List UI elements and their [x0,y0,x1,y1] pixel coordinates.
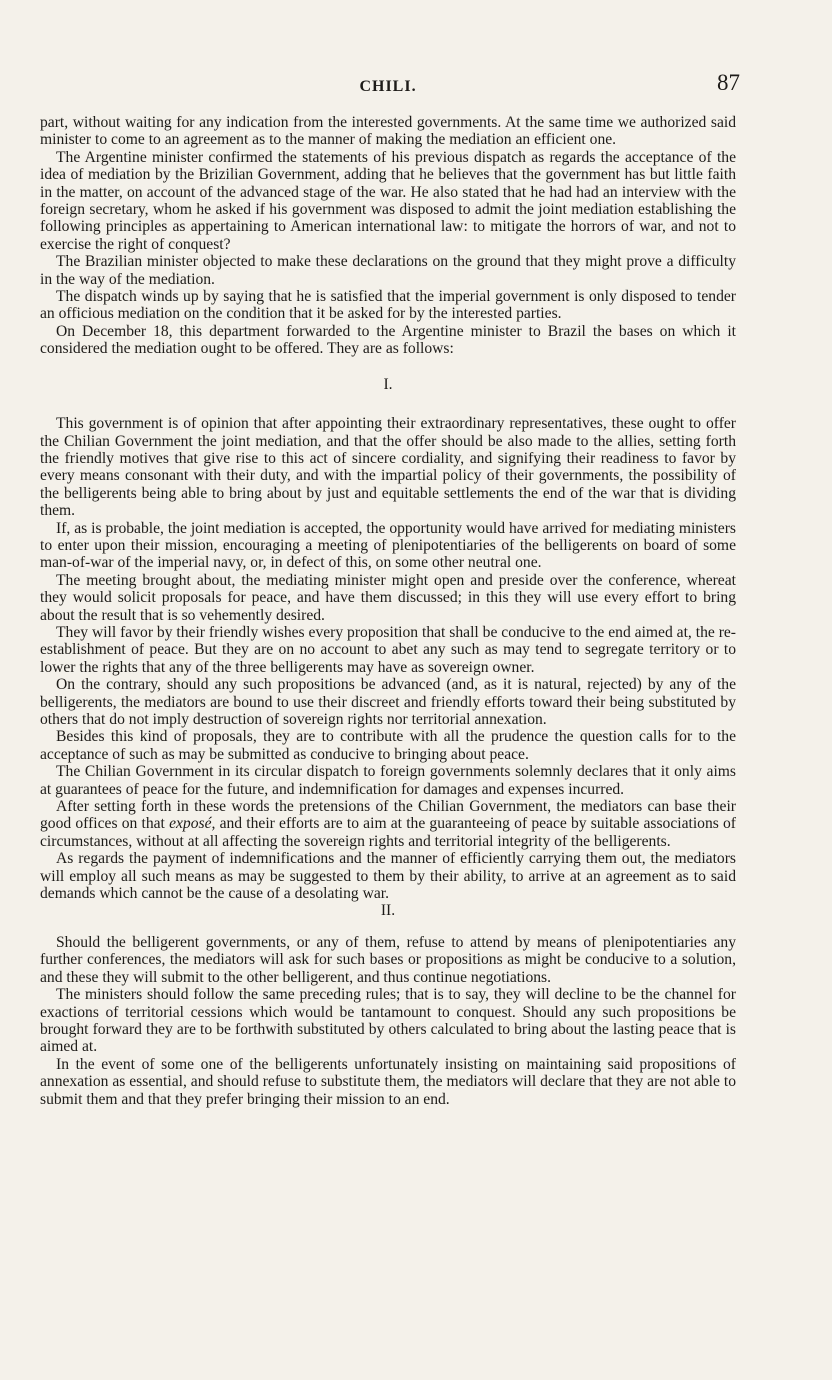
paragraph: On the contrary, should any such propositions be advanced (and, as it is natural, rejected) by any of the belligerents, the mediators are bound to use their discreet and friendly efforts toward their being substituted by others that do not imply destruction of sovereign rights nor territorial annexation. [40,676,736,728]
paragraph: The Chilian Government in its circular dispatch to foreign governments solemnly declares that it only aims at guarantees of peace for the future, and indemnification for damages and expenses incurred. [40,763,736,798]
italic-term: exposé, [169,815,216,833]
paragraph: The Brazilian minister objected to make these declarations on the ground that they might prove a difficulty in the way of the mediation. [40,253,736,288]
paragraph: The dispatch winds up by saying that he is satisfied that the imperial government is only disposed to tender an officious mediation on the condition that it be asked for by the interested parties. [40,288,736,323]
paragraph: In the event of some one of the belligerents unfortunately insisting on maintaining said propositions of annexation as essential, and should refuse to substitute them, the mediators will declare that they are not able to submit them and that they prefer bringing their mission to an end. [40,1055,736,1108]
paragraph: part, without waiting for any indication from the interested governments. At the same time we authorized said minister to come to an agreement as to the manner of making the mediation an efficient one. [40,114,736,149]
page-header [40,70,740,108]
running-head: CHILI. [359,78,417,95]
paragraph: The Argentine minister confirmed the statements of his previous dispatch as regards the acceptance of the idea of mediation by the Brizilian Government, adding that he believes that the government has but little faith in the matter, on account of the advanced stage of the war. He also stated that he had had an interview with the foreign secretary, whom he asked if his government was disposed to admit the joint mediation establishing the following principles as appertaining to American international law: to mitigate the horrors of war, and not to exercise the right of conquest? [40,148,736,253]
section-heading-two: II. [380,902,396,920]
paragraph: Besides this kind of proposals, they are to contribute with all the prudence the question calls for to the acceptance of such as may be submitted as conducive to bringing about peace. [40,728,736,763]
document-page [40,70,740,1108]
paragraph: As regards the payment of indemnifications and the manner of efficiently carrying them out, the mediators will employ all such means as may be suggested to them by their ability, to arrive at an agreement as to said demands which cannot be the cause of a desolating war. [40,850,736,903]
paragraph: The meeting brought about, the mediating minister might open and preside over the conference, whereat they would solicit proposals for peace, and have them discussed; in this they will use every effort to bring about the result that is so vehemently desired. [40,571,736,624]
paragraph: This government is of opinion that after appointing their extraordinary representatives, these ought to offer the Chilian Government the joint mediation, and that the offer should be also made to the allies, setting forth the friendly motives that give rise to this act of sincere cordiality, and signifying their readiness to favor by every means consonant with their duty, and with the impartial policy of their governments, the possibility of the belligerents being able to bring about by just and equitable settlements the end of the war that is dividing them. [40,415,736,520]
paragraph: On December 18, this department forwarded to the Argentine minister to Brazil the bases on which it considered the mediation ought to be offered. They are as follows: [40,322,736,358]
page-number: 87 [717,70,740,95]
paragraph: The ministers should follow the same preceding rules; that is to say, they will decline to be the channel for exactions of territorial cessions which would be tantamount to conquest. Should any such propositions be brought forward they are to be forthwith substituted by others calculated to bring about the lasting peace that is aimed at. [40,986,736,1056]
paragraph: If, as is probable, the joint mediation is accepted, the opportunity would have arrived for mediating ministers to enter upon their mission, encouraging a meeting of plenipotentiaries of the belligerents on board of some man-of-war of the imperial navy, or, in defect of this, on some other neutral one. [40,519,736,572]
paragraph-expose [40,798,736,850]
section-heading-one: I. [383,375,393,393]
paragraph-text: and their efforts are to aim at the guaranteeing of peace by suitable associations of circumstances, without at all affecting the sovereign rights and territorial integrity of the belligerents. [40,815,736,850]
paragraph: They will favor by their friendly wishes every proposition that shall be conducive to the end aimed at, the re-establishment of peace. But they are on no account to abet any such as may tend to segregate territory or to lower the rights that any of the three belligerents may have as sovereign owner. [40,623,736,676]
body-text [40,114,736,1108]
paragraph: Should the belligerent governments, or any of them, refuse to attend by means of plenipotentiaries any further conferences, the mediators will ask for such bases or propositions as might be conducive to a solution, and these they will submit to the other belligerent, and thus continue negotiations. [40,933,736,986]
paragraph-text: After setting forth in these words the pretensions of the Chilian Government, the mediators can base their good offices on that [40,798,736,833]
